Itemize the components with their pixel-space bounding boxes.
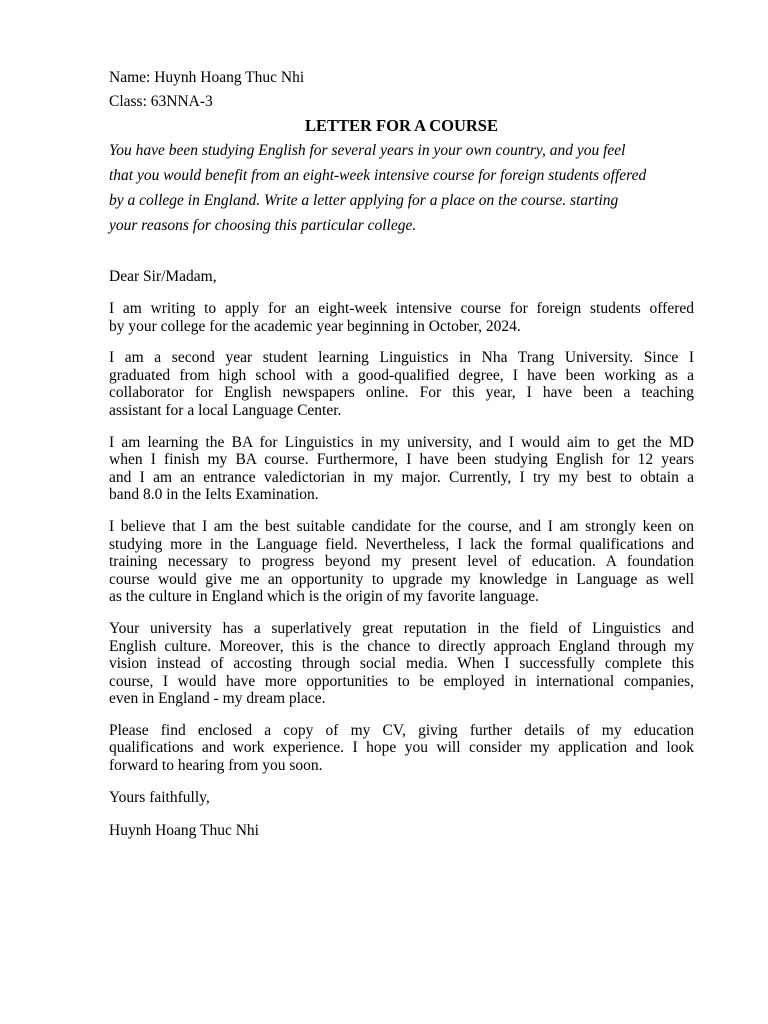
paragraph-line: forward to hearing from you soon. [109,757,323,775]
paragraph-motivation [109,518,694,606]
paragraph-line: I am writing to apply for an eight-week intensive course for foreign students offered [109,300,694,317]
paragraph-line: course would give me an opportunity to upgrade my knowledge in Language as well [109,570,694,588]
paragraph-line: band 8.0 in the Ielts Examination. [109,486,319,504]
paragraph-line: Please find enclosed a copy of my CV, giving further details of my education [109,721,694,739]
paragraph-line: Your university has a superlatively great reputation in the field of Linguistics and [109,619,694,637]
paragraph-line: by your college for the academic year beginning in October, 2024. [109,317,521,335]
prompt-line: by a college in England. Write a letter applying for a place on the course. starting [109,192,619,209]
paragraph-line: vision instead of accosting through social media. When I successfully complete this [109,655,694,673]
paragraph-line: even in England - my dream place. [109,690,326,708]
paragraph-line: when I finish my BA course. Furthermore, I have been studying English for 12 years [109,451,694,469]
paragraph-line: training necessary to progress beyond my present level of education. A foundation [109,553,694,571]
prompt-line: that you would benefit from an eight-week intensive course for foreign students offered [109,167,647,184]
paragraph-line: assistant for a local Language Center. [109,401,342,419]
prompt-line: You have been studying English for several years in your own country, and you feel [109,142,626,159]
task-prompt [109,138,694,238]
paragraph-line: studying more in the Language field. Nevertheless, I lack the formal qualifications and [109,535,694,553]
paragraph-line: graduated from high school with a good-qualified degree, I have been working as a [109,366,694,384]
student-class: Class: 63NNA-3 [109,93,213,110]
prompt-line: your reasons for choosing this particular college. [109,217,417,234]
salutation: Dear Sir/Madam, [109,268,217,285]
paragraph-line: I am learning the BA for Linguistics in my university, and I would aim to get the MD [109,433,694,451]
closing: Yours faithfully, [109,788,210,806]
signature: Huynh Hoang Thuc Nhi [109,821,259,839]
paragraph-line: English culture. Moreover, this is the chance to directly approach England through my [109,637,694,655]
paragraph-intro [109,300,694,335]
paragraph-line: I am a second year student learning Linguistics in Nha Trang University. Since I [109,349,694,367]
paragraph-background [109,349,694,419]
paragraph-studies [109,434,694,504]
paragraph-line: I believe that I am the best suitable candidate for the course, and I am strongly keen on [109,517,694,535]
paragraph-enclosure [109,722,694,775]
paragraph-line: collaborator for English newspapers online. For this year, I have been a teaching [109,384,694,402]
paragraph-line: course, I would have more opportunities to be employed in international companies, [109,672,694,690]
paragraph-line: as the culture in England which is the origin of my favorite language. [109,588,540,606]
student-name: Name: Huynh Hoang Thuc Nhi [109,69,305,86]
paragraph-reasons [109,620,694,708]
letter-title: LETTER FOR A COURSE [304,116,498,135]
paragraph-line: and I am an entrance valedictorian in my major. Currently, I try my best to obtain a [109,468,694,486]
paragraph-line: qualifications and work experience. I hope you will consider my application and look [109,739,694,757]
